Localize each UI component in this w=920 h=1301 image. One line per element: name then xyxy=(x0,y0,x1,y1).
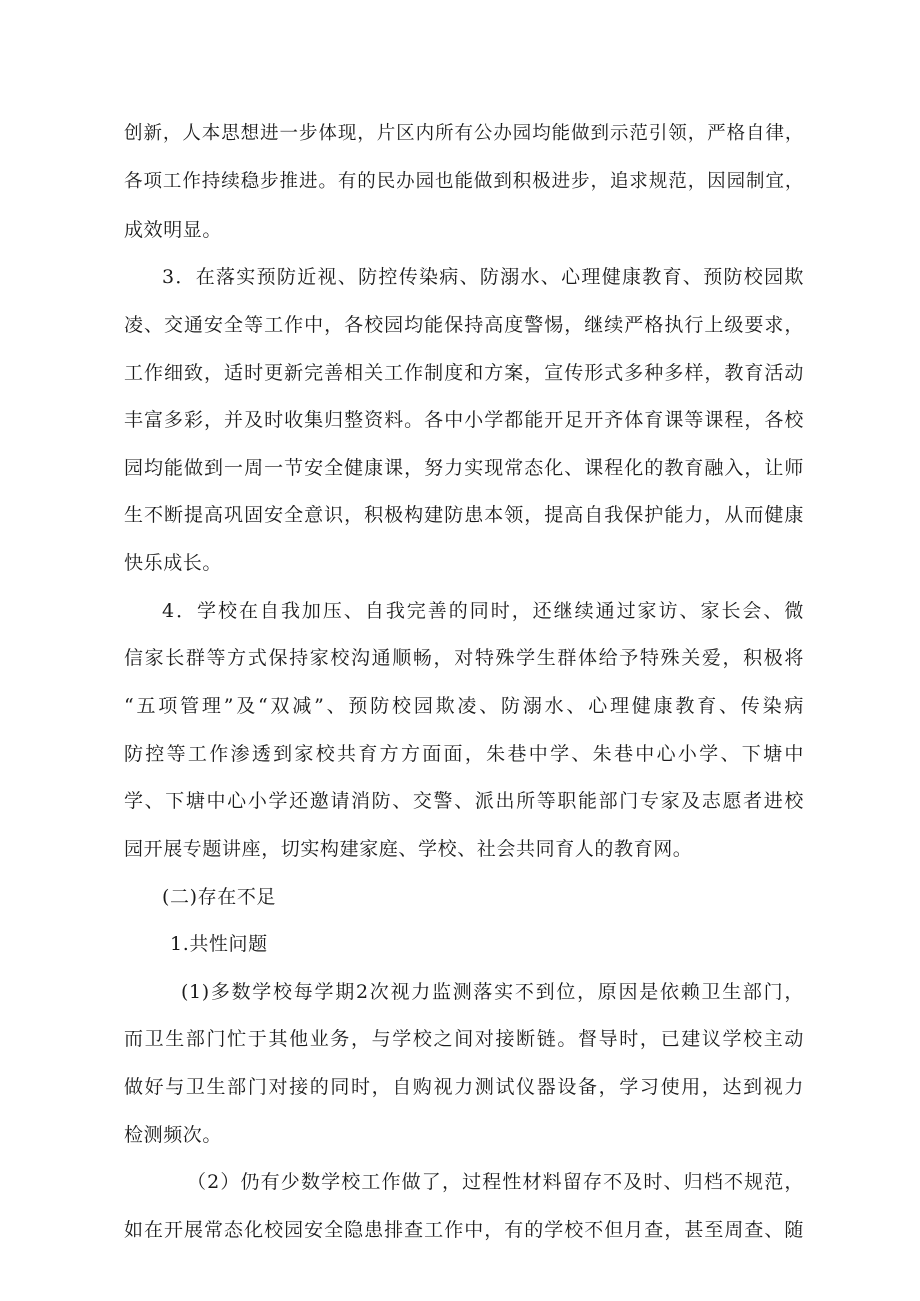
text-line: 各项工作持续稳步推进。有的民办园也能做到积极进步，追求规范，因园制宜， xyxy=(124,171,804,192)
text-line: 园开展专题讲座，切实构建家庭、学校、社会共同育人的教育网。 xyxy=(124,838,693,860)
text-line: 而卫生部门忙于其他业务，与学校之间对接断链。督导时，已建议学校主动 xyxy=(124,1028,804,1050)
section-heading: (二)存在不足 xyxy=(162,886,277,908)
text-line: 园均能做到一周一节安全健康课，努力实现常态化、课程化的教育融入，让师 xyxy=(124,457,804,479)
text-line: 防控等工作渗透到家校共育方方面面，朱巷中学、朱巷中心小学、下塘中 xyxy=(124,743,804,765)
text-line: (1)多数学校每学期2次视力监测落实不到位，原因是依赖卫生部门， xyxy=(181,981,804,1003)
text-line: 生不断提高巩固安全意识，积极构建防患本领，提高自我保护能力，从而健康 xyxy=(124,504,804,526)
text-line: 做好与卫生部门对接的同时，自购视力测试仪器设备，学习使用，达到视力 xyxy=(124,1076,804,1098)
text-line: 3．在落实预防近视、防控传染病、防溺水、心理健康教育、预防校园欺 xyxy=(162,266,804,288)
subsection-heading: 1.共性问题 xyxy=(170,933,268,955)
text-line: 创新，人本思想进一步体现，片区内所有公办园均能做到示范引领，严格自律， xyxy=(124,123,804,144)
text-line: 快乐成长。 xyxy=(124,552,223,574)
text-line: 信家长群等方式保持家校沟通顺畅，对特殊学生群体给予特殊关爱，积极将 xyxy=(124,647,804,669)
text-line: 成效明显。 xyxy=(124,219,223,241)
text-line: “五项管理”及“双减”、预防校园欺凌、防溺水、心理健康教育、传染病 xyxy=(124,695,804,717)
text-line: （2）仍有少数学校工作做了，过程性材料留存不及时、归档不规范， xyxy=(187,1171,804,1193)
text-line: 4．学校在自我加压、自我完善的同时，还继续通过家访、家长会、微 xyxy=(162,600,804,622)
text-line: 如在开展常态化校园安全隐患排查工作中，有的学校不但月查，甚至周查、随 xyxy=(124,1219,804,1241)
text-line: 凌、交通安全等工作中，各校园均能保持高度警惕，继续严格执行上级要求， xyxy=(124,314,804,336)
text-line: 学、下塘中心小学还邀请消防、交警、派出所等职能部门专家及志愿者进校 xyxy=(124,790,804,812)
text-line: 工作细致，适时更新完善相关工作制度和方案，宣传形式多种多样，教育活动 xyxy=(124,362,804,384)
text-line: 检测频次。 xyxy=(124,1124,223,1146)
text-line: 丰富多彩，并及时收集归整资料。各中小学都能开足开齐体育课等课程，各校 xyxy=(124,409,804,431)
